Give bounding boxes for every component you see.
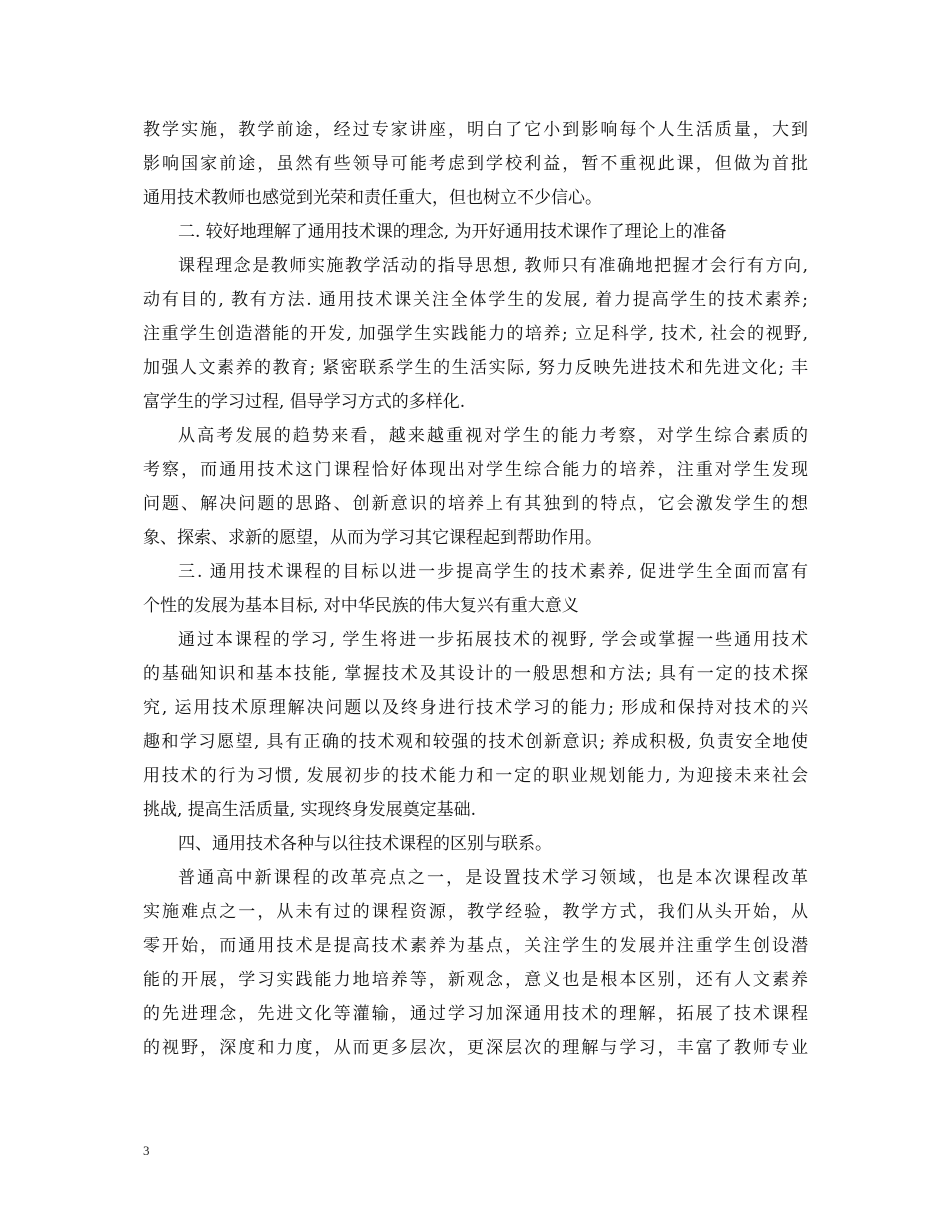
text-line: 的视野，深度和力度，从而更多层次，更深层次的理解与学习，丰富了教师专业 (143, 1038, 808, 1058)
text-line: 挑战, 提高生活质量, 实现终身发展奠定基础. (143, 800, 477, 820)
text-line: 二. 较好地理解了通用技术课的理念, 为开好通用技术课作了理论上的准备 (178, 222, 727, 242)
text-line: 个性的发展为基本目标, 对中华民族的伟大复兴有重大意义 (143, 596, 579, 616)
text-line: 零开始，而通用技术是提高技术素养为基点，关注学生的发展并注重学生创设潜 (143, 936, 808, 956)
text-line: 普通高中新课程的改革亮点之一，是设置技术学习领域，也是本次课程改革 (178, 868, 808, 888)
body-text (143, 113, 808, 1065)
text-line: 象、探索、求新的愿望，从而为学习其它课程起到帮助作用。 (143, 528, 602, 548)
text-line: 究, 运用技术原理解决问题以及终身进行技术学习的能力; 形成和保持对技术的兴 (143, 698, 808, 718)
text-line: 实施难点之一，从未有过的课程资源，教学经验，教学方式，我们从头开始，从 (143, 902, 808, 922)
text-line: 三. 通用技术课程的目标以进一步提高学生的技术素养, 促进学生全面而富有 (178, 562, 808, 582)
text-line: 课程理念是教师实施教学活动的指导思想, 教师只有准确地把握才会行有方向, (178, 256, 808, 276)
text-line: 考察，而通用技术这门课程恰好体现出对学生综合能力的培养，注重对学生发现 (143, 460, 808, 480)
text-line: 问题、解决问题的思路、创新意识的培养上有其独到的特点，它会激发学生的想 (143, 494, 808, 514)
text-line: 的先进理念，先进文化等灌输，通过学习加深通用技术的理解，拓展了技术课程 (143, 1004, 808, 1024)
text-line: 富学生的学习过程, 倡导学习方式的多样化. (143, 392, 466, 412)
text-line: 通用技术教师也感觉到光荣和责任重大，但也树立不少信心。 (143, 188, 602, 208)
text-line: 能的开展，学习实践能力地培养等，新观念，意义也是根本区别，还有人文素养 (143, 970, 808, 990)
text-line: 通过本课程的学习, 学生将进一步拓展技术的视野, 学会或掌握一些通用技术 (178, 630, 808, 650)
text-line: 趣和学习愿望, 具有正确的技术观和较强的技术创新意识; 养成积极, 负责安全地使 (143, 732, 808, 752)
text-line: 加强人文素养的教育; 紧密联系学生的生活实际, 努力反映先进技术和先进文化; 丰 (143, 358, 808, 378)
text-line: 四、通用技术各种与以往技术课程的区别与联系。 (178, 834, 552, 854)
text-line: 的基础知识和基本技能, 掌握技术及其设计的一般思想和方法; 具有一定的技术探 (143, 664, 808, 684)
text-line: 用技术的行为习惯, 发展初步的技术能力和一定的职业规划能力, 为迎接未来社会 (143, 766, 808, 786)
text-line: 影响国家前途，虽然有些领导可能考虑到学校利益，暂不重视此课，但做为首批 (143, 154, 808, 174)
text-line: 教学实施，教学前途，经过专家讲座，明白了它小到影响每个人生活质量，大到 (143, 120, 808, 140)
text-line: 注重学生创造潜能的开发, 加强学生实践能力的培养; 立足科学, 技术, 社会的视野, (143, 324, 808, 344)
text-line: 动有目的, 教有方法. 通用技术课关注全体学生的发展, 着力提高学生的技术素养; (143, 290, 808, 310)
page-number: 3 (143, 1143, 150, 1158)
text-line: 从高考发展的趋势来看，越来越重视对学生的能力考察，对学生综合素质的 (178, 426, 808, 446)
